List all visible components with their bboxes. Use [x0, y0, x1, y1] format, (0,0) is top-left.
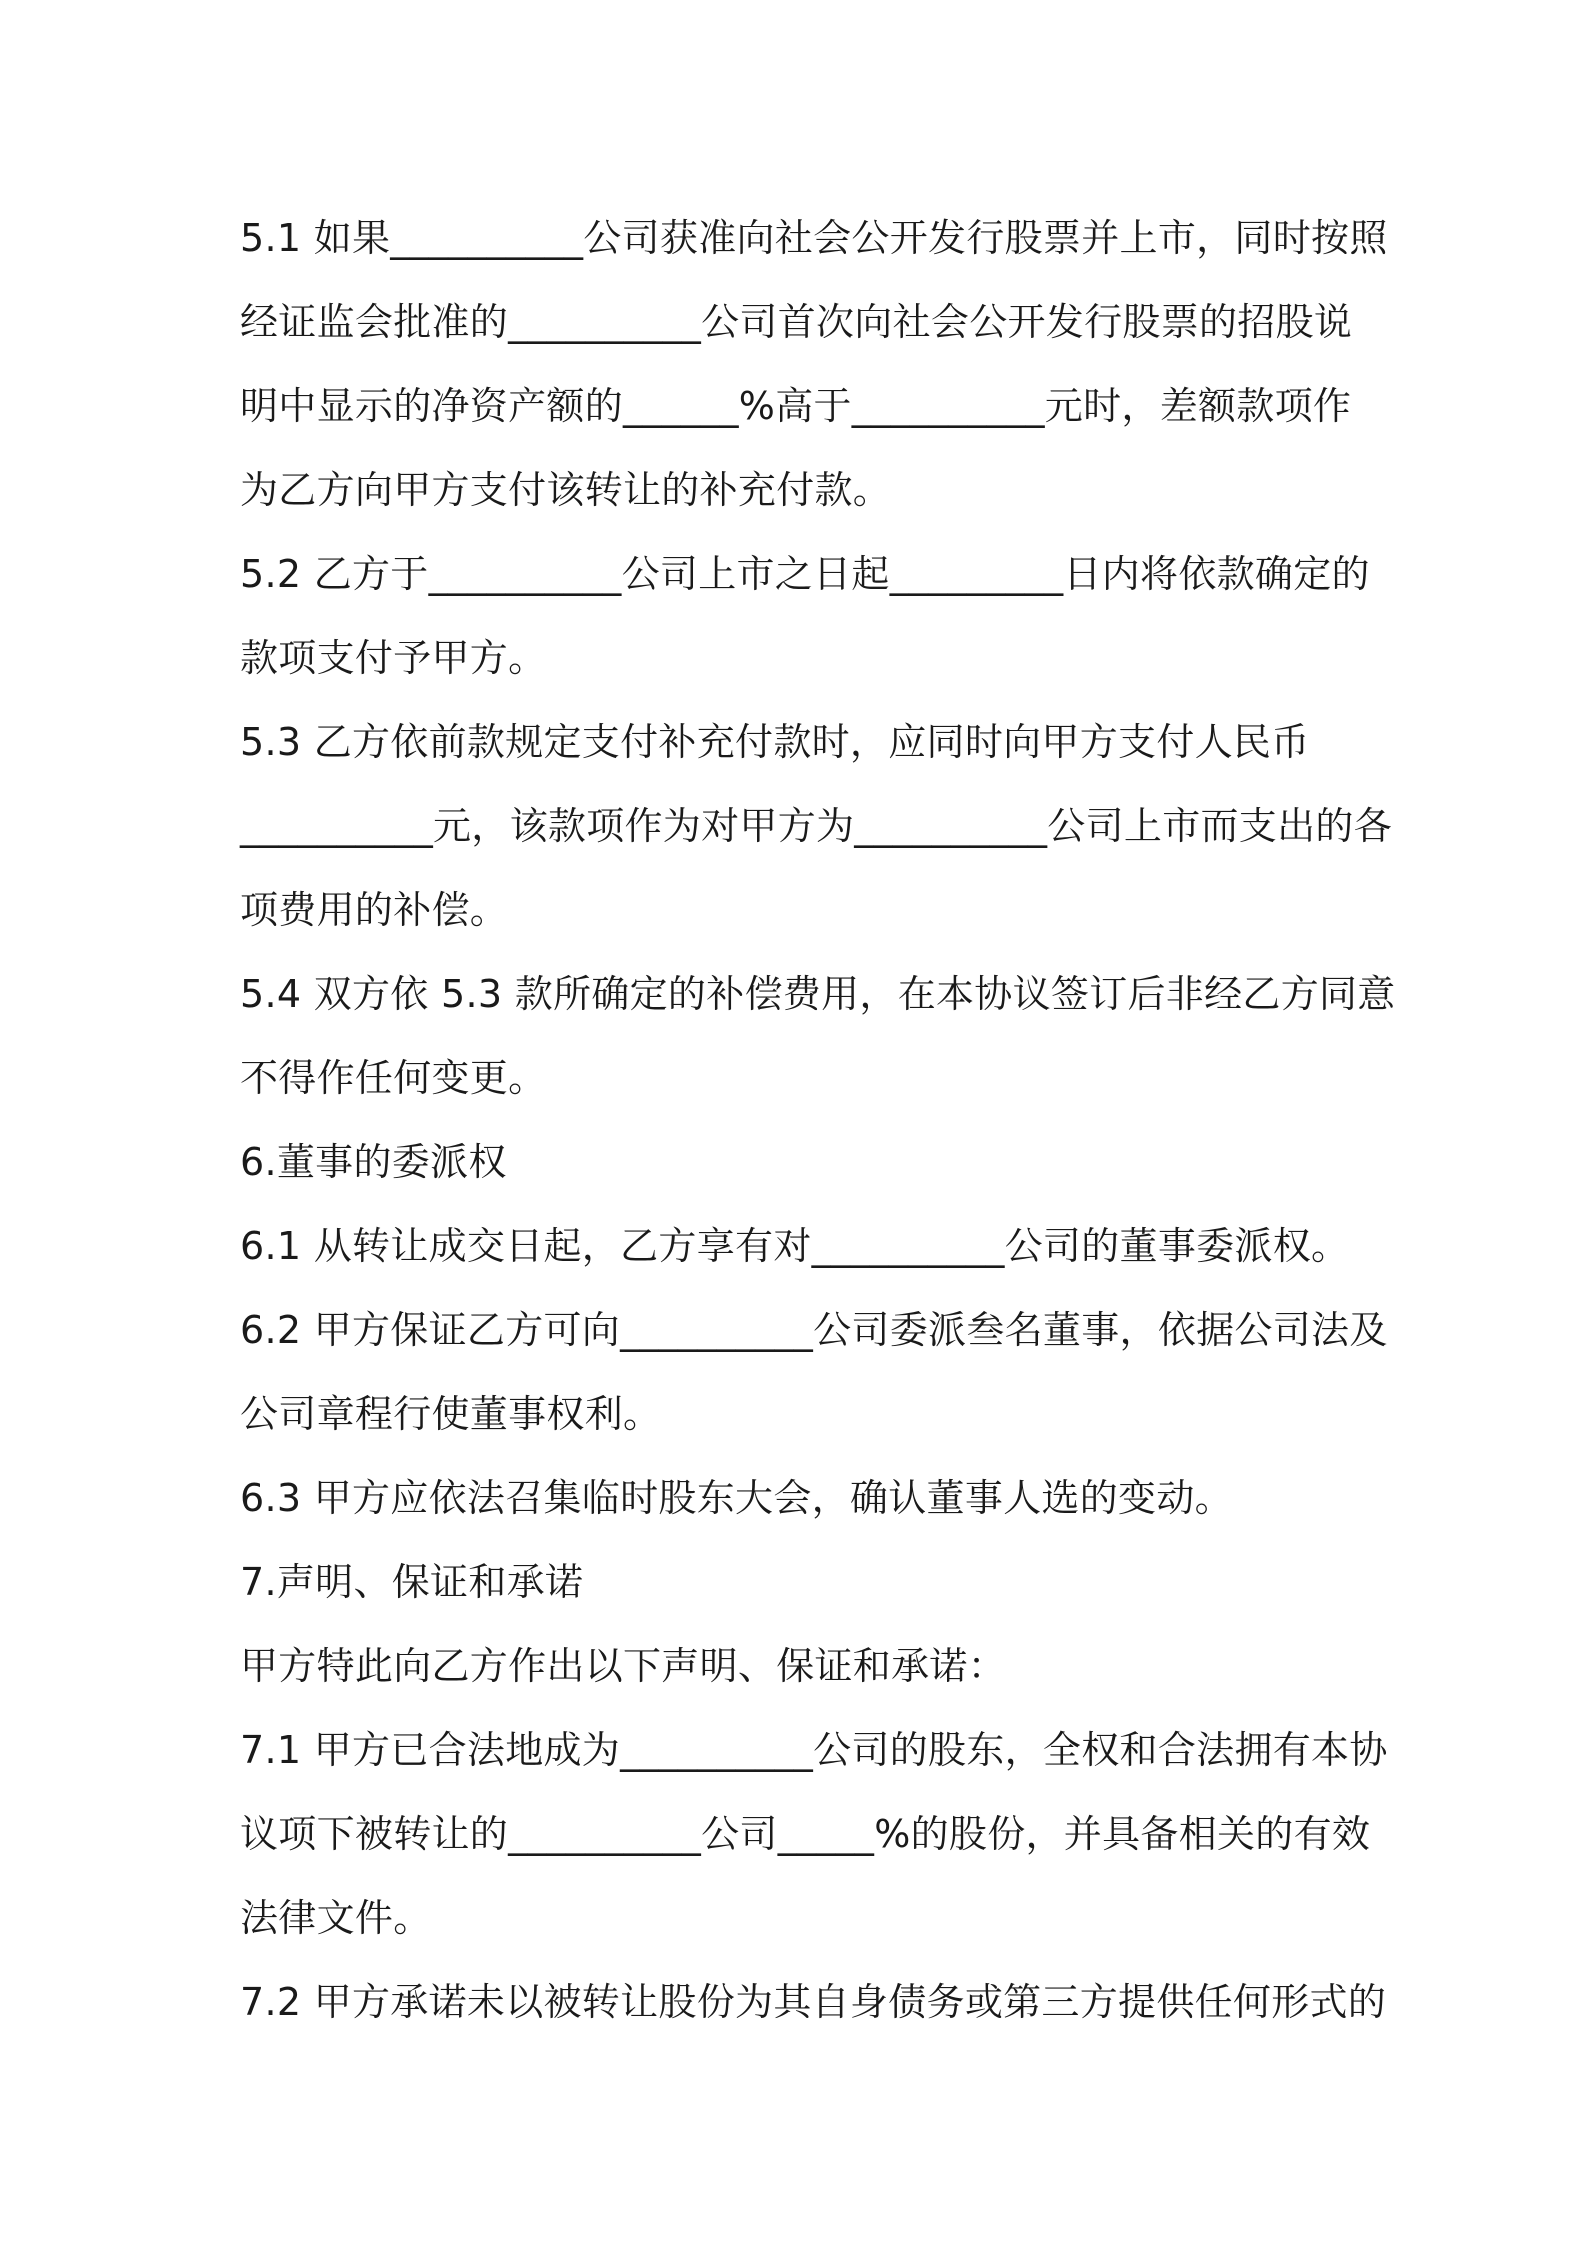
- section-7-heading: 7.声明、保证和承诺: [240, 1560, 584, 1604]
- clause-5-1-line-4: 为乙方向甲方支付该转让的补充付款。: [240, 468, 892, 512]
- clause-5-1-line-3: 明中显示的净资产额的______%高于__________元时，差额款项作: [240, 384, 1352, 428]
- section-7-intro: 甲方特此向乙方作出以下声明、保证和承诺：: [240, 1644, 1007, 1688]
- clause-5-3-line-1: 5.3 乙方依前款规定支付补充付款时，应同时向甲方支付人民币: [240, 720, 1310, 764]
- clause-5-2-line-1: 5.2 乙方于__________公司上市之日起_________日内将依款确定的: [240, 552, 1370, 596]
- clause-6-1-line-1: 6.1 从转让成交日起，乙方享有对__________公司的董事委派权。: [240, 1224, 1350, 1268]
- clause-7-1-line-1: 7.1 甲方已合法地成为__________公司的股东，全权和合法拥有本协: [240, 1728, 1388, 1772]
- clause-6-2-line-2: 公司章程行使董事权利。: [240, 1392, 662, 1436]
- section-6-heading: 6.董事的委派权: [240, 1140, 507, 1184]
- clause-5-1-line-2: 经证监会批准的__________公司首次向社会公开发行股票的招股说: [240, 300, 1353, 344]
- clause-5-4-line-2: 不得作任何变更。: [240, 1056, 547, 1100]
- clause-5-1-line-1: 5.1 如果__________公司获准向社会公开发行股票并上市，同时按照: [240, 216, 1388, 260]
- clause-5-4-line-1: 5.4 双方依 5.3 款所确定的补偿费用，在本协议签订后非经乙方同意: [240, 972, 1396, 1016]
- clause-5-3-line-3: 项费用的补偿。: [240, 888, 509, 932]
- document-body: [240, 196, 1396, 2044]
- clause-5-2-line-2: 款项支付予甲方。: [240, 636, 547, 680]
- clause-7-1-line-3: 法律文件。: [240, 1896, 432, 1940]
- clause-6-2-line-1: 6.2 甲方保证乙方可向__________公司委派叁名董事，依据公司法及: [240, 1308, 1388, 1352]
- clause-7-2-line-1: 7.2 甲方承诺未以被转让股份为其自身债务或第三方提供任何形式的: [240, 1980, 1387, 2024]
- clause-6-3-line-1: 6.3 甲方应依法召集临时股东大会，确认董事人选的变动。: [240, 1476, 1233, 1520]
- clause-7-1-line-2: 议项下被转让的__________公司_____%的股份，并具备相关的有效: [240, 1812, 1371, 1856]
- clause-5-3-line-2: __________元，该款项作为对甲方为__________公司上市而支出的各: [240, 804, 1393, 848]
